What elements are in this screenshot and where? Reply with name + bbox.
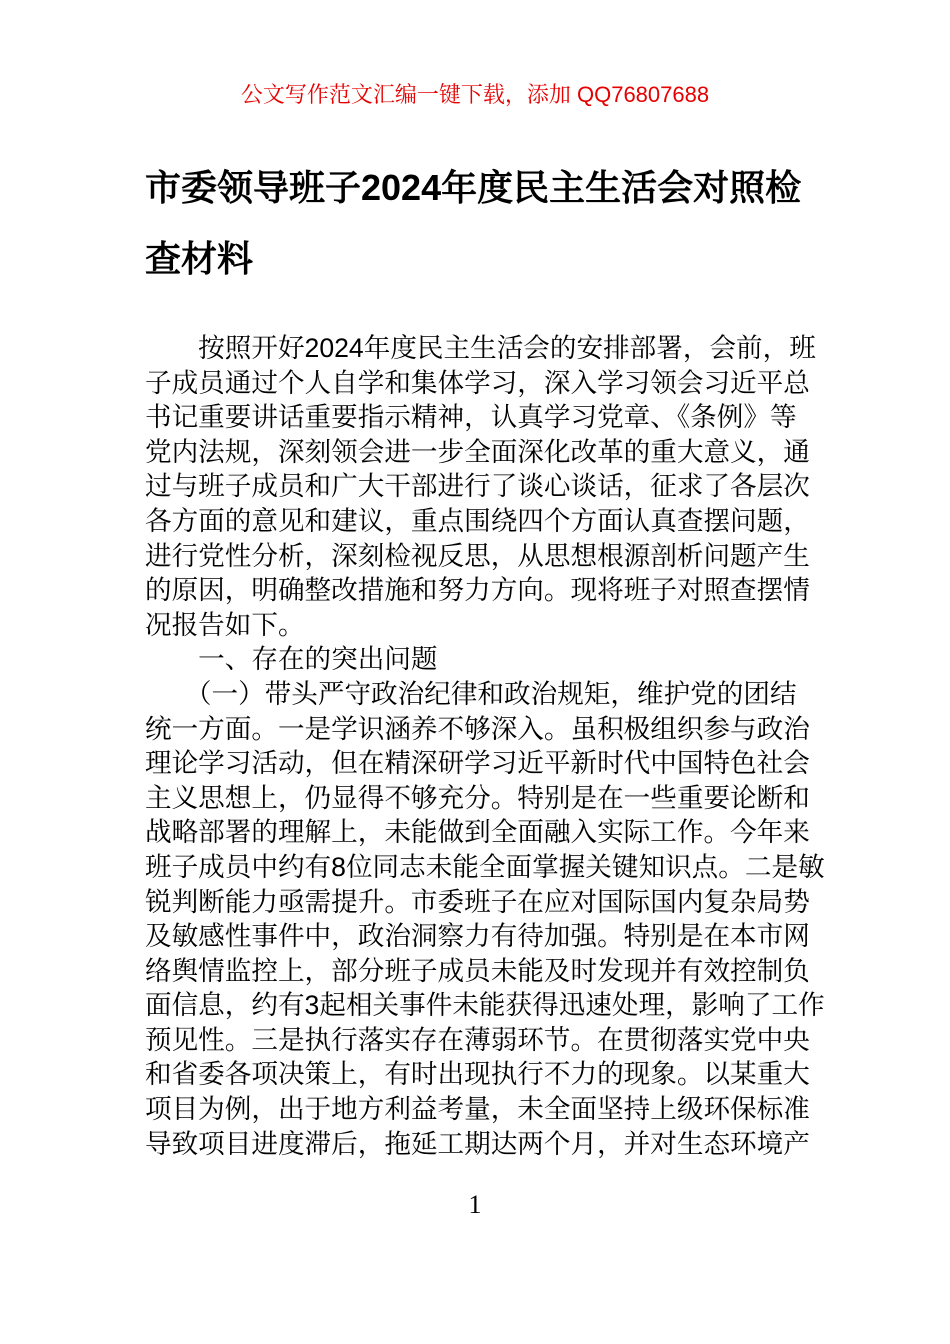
text-line: 进行党性分析，深刻检视反思，从思想根源剖析问题产生 — [145, 540, 810, 571]
text-line: 预见性。三是执行落实存在薄弱环节。在贯彻落实党中央 — [145, 1024, 810, 1055]
text-line: 导致项目进度滞后，拖延工期达两个月，并对生态环境产 — [145, 1128, 810, 1159]
text-line: 项目为例，出于地方利益考量，未全面坚持上级环保标准 — [145, 1094, 810, 1125]
text-line: 一、存在的突出问题 — [145, 644, 438, 675]
paragraph-intro — [145, 331, 816, 642]
text-line: （一）带头严守政治纪律和政治规矩，维护党的团结 — [145, 678, 797, 709]
text-line: 和省委各项决策上，有时出现执行不力的现象。以某重大 — [145, 1059, 810, 1090]
text-line: 主义思想上，仍显得不够充分。特别是在一些重要论断和 — [145, 782, 810, 813]
page-number: 1 — [468, 1190, 482, 1219]
document-body — [145, 331, 825, 1161]
text-line: 况报告如下。 — [145, 609, 305, 640]
text-line: 统一方面。一是学识涵养不够深入。虽积极组织参与政治 — [145, 713, 810, 744]
text-line: 按照开好2024年度民主生活会的安排部署，会前，班 — [145, 333, 816, 363]
text-line: 过与班子成员和广大干部进行了谈心谈话，征求了各层次 — [145, 471, 810, 502]
text-line: 党内法规，深刻领会进一步全面深化改革的重大意义，通 — [145, 436, 810, 467]
text-line: 子成员通过个人自学和集体学习，深入学习领会习近平总 — [145, 367, 810, 398]
paragraph-section-1 — [145, 677, 825, 1161]
section-heading-1 — [145, 642, 810, 677]
text-line: 锐判断能力亟需提升。市委班子在应对国际国内复杂局势 — [145, 886, 810, 917]
text-line: 络舆情监控上，部分班子成员未能及时发现并有效控制负 — [145, 955, 810, 986]
text-line: 的原因，明确整改措施和努力方向。现将班子对照查摆情 — [145, 575, 810, 606]
text-line: 及敏感性事件中，政治洞察力有待加强。特别是在本市网 — [145, 921, 810, 952]
text-line: 面信息，约有3起相关事件未能获得迅速处理，影响了工作 — [145, 990, 825, 1021]
header-notice: 公文写作范文汇编一键下载，添加 QQ76807688 — [240, 82, 710, 107]
text-line: 各方面的意见和建议，重点围绕四个方面认真查摆问题， — [145, 505, 810, 536]
document-title — [145, 152, 810, 294]
text-line: 理论学习活动，但在精深研学习近平新时代中国特色社会 — [145, 748, 810, 779]
text-line: 书记重要讲话重要指示精神，认真学习党章、《条例》等 — [145, 402, 797, 433]
text-line: 查材料 — [145, 238, 254, 279]
text-line: 班子成员中约有8位同志未能全面掌握关键知识点。二是敏 — [145, 851, 825, 882]
text-line: 市委领导班子2024年度民主生活会对照检 — [145, 167, 802, 208]
text-line: 战略部署的理解上，未能做到全面融入实际工作。今年来 — [145, 817, 810, 848]
